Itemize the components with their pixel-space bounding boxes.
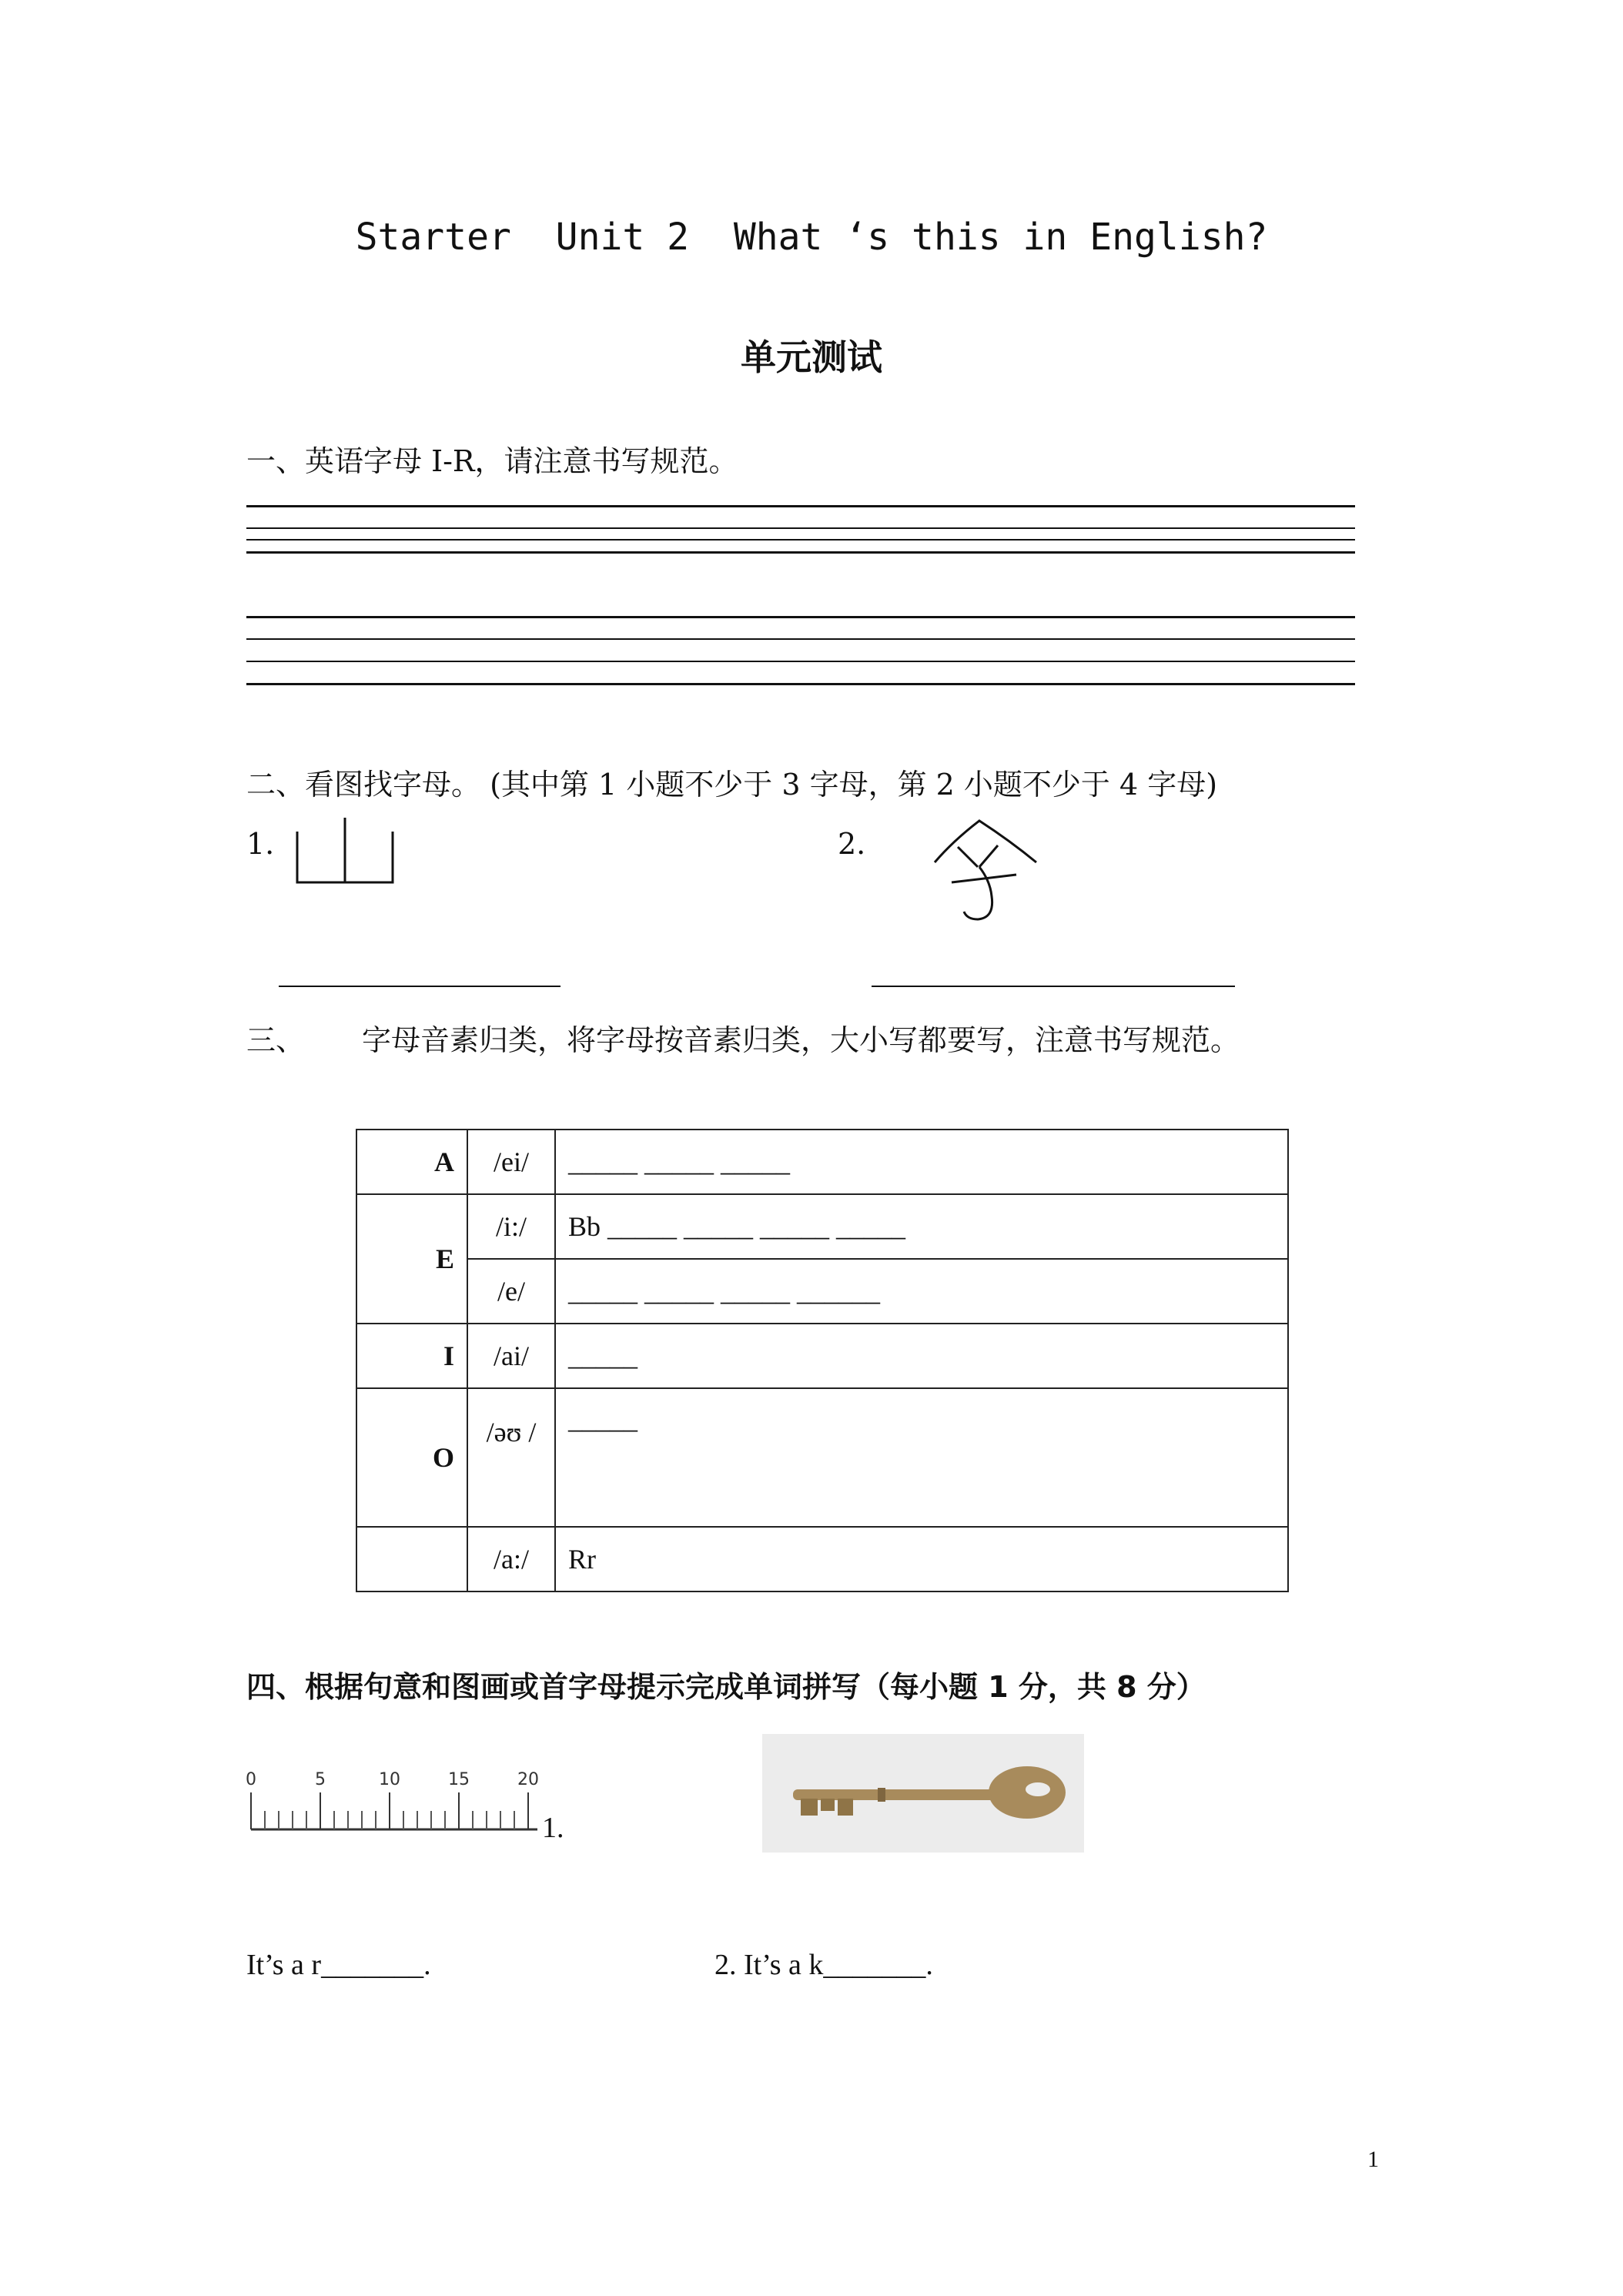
table-row	[356, 1527, 1288, 1591]
section3-heading: 字母音素归类，将字母按音素归类，大小写都要写，注意书写规范。	[362, 1023, 1240, 1057]
table-row	[356, 1324, 1288, 1388]
answer-cell[interactable]: Rr	[555, 1527, 1288, 1591]
answer-cell[interactable]: _____	[555, 1388, 1288, 1527]
writing-line	[246, 638, 1355, 640]
sentence-2: 2. It’s a k_______.	[714, 1949, 933, 1981]
sound-cell: /ai/	[467, 1324, 555, 1388]
writing-line	[246, 616, 1355, 618]
item1-label: 1.	[246, 827, 275, 861]
table-row	[356, 1130, 1288, 1194]
ruler-tick-label: 20	[517, 1770, 539, 1789]
letter-cell: I	[356, 1324, 467, 1388]
ruler-tick-label: 10	[379, 1770, 400, 1789]
writing-line	[246, 683, 1355, 685]
sound-cell: /əʊ /	[467, 1388, 555, 1527]
writing-line	[246, 551, 1355, 554]
section2-heading: 二、看图找字母。 (其中第 1 小题不少于 3 字母，第 2 小题不少于 4 字母)	[246, 768, 1218, 802]
answer-line-2[interactable]	[872, 986, 1235, 987]
answer-cell[interactable]: Bb _____ _____ _____ _____	[555, 1194, 1288, 1259]
ruler-picture	[248, 1749, 540, 1842]
sentence-1: It’s a r_______.	[246, 1949, 431, 1981]
writing-line	[246, 661, 1355, 662]
sound-cell: /i:/	[467, 1194, 555, 1259]
ruler-tick-label: 0	[246, 1770, 256, 1789]
letter-shape-figure-1	[293, 813, 400, 887]
table-row	[356, 1388, 1288, 1527]
item1-label: 1.	[542, 1812, 564, 1844]
letter-cell: A	[356, 1130, 467, 1194]
sound-cell: /e/	[467, 1259, 555, 1324]
sound-cell: /a:/	[467, 1527, 555, 1591]
letter-cell: E	[356, 1194, 467, 1324]
page-number: 1	[1367, 2147, 1379, 2172]
writing-line	[246, 527, 1355, 529]
answer-cell[interactable]: _____	[555, 1324, 1288, 1388]
sound-cell: /ei/	[467, 1130, 555, 1194]
writing-line	[246, 505, 1355, 507]
letter-cell	[356, 1527, 467, 1591]
ruler-tick-label: 5	[315, 1770, 326, 1789]
item2-label: 2.	[838, 827, 866, 861]
section1-heading: 一、英语字母 I-R，请注意书写规范。	[246, 444, 738, 478]
writing-line	[246, 539, 1355, 541]
answer-line-1[interactable]	[279, 986, 561, 987]
phoneme-table	[356, 1129, 1289, 1592]
page-title: Starter Unit 2 What ‘s this in English?	[355, 216, 1268, 259]
table-row	[356, 1259, 1288, 1324]
section4-heading: 四、根据句意和图画或首字母提示完成单词拼写（每小题 1 分，共 8 分）	[246, 1670, 1206, 1704]
section3-heading-prefix: 三、	[246, 1023, 306, 1057]
key-picture	[762, 1734, 1084, 1853]
ruler-tick-label: 15	[448, 1770, 470, 1789]
letter-shape-figure-2	[930, 810, 1046, 925]
answer-cell[interactable]: _____ _____ _____	[555, 1130, 1288, 1194]
letter-cell: O	[356, 1388, 467, 1527]
key-shaft	[793, 1789, 1001, 1800]
answer-cell[interactable]: _____ _____ _____ ______	[555, 1259, 1288, 1324]
page-subtitle: 单元测试	[741, 336, 882, 378]
table-row	[356, 1194, 1288, 1259]
